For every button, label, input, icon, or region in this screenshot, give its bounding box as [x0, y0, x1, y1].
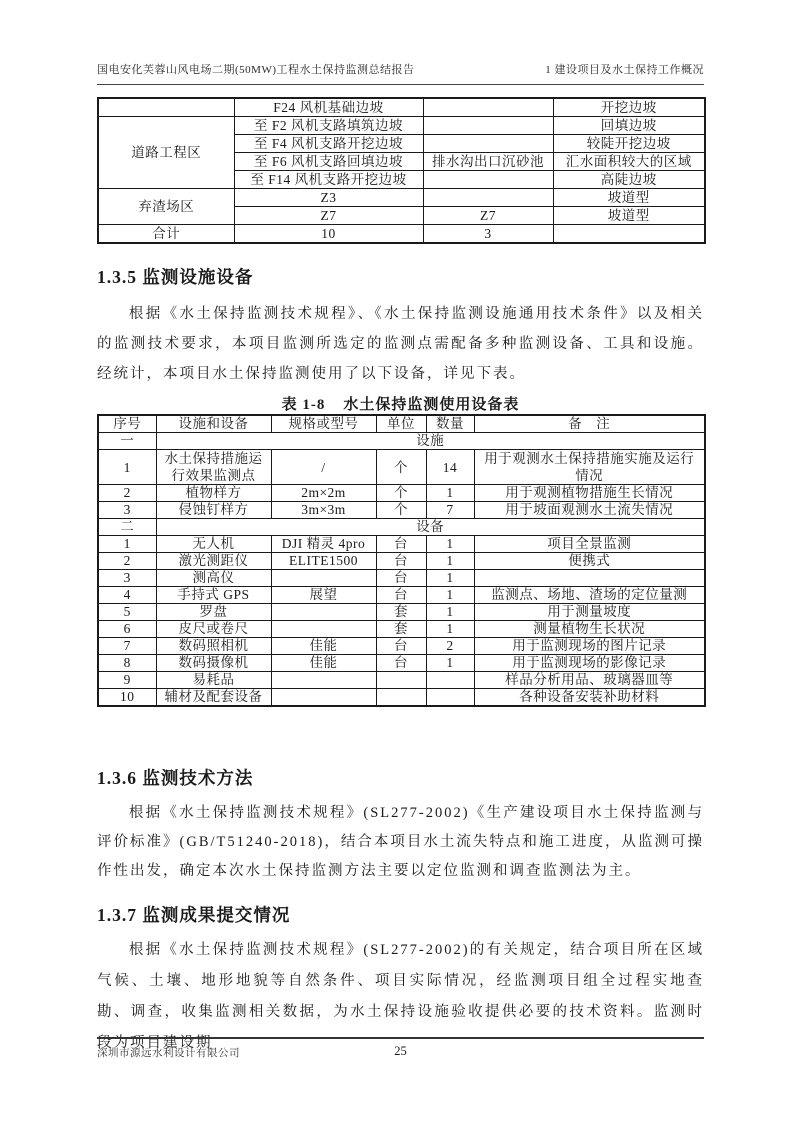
cell-qty: 1 [426, 536, 474, 553]
table-header-row [98, 415, 705, 433]
cell-unit: 个 [376, 450, 426, 485]
cell-qty [426, 672, 474, 689]
cell-facility [423, 189, 553, 207]
cell-section-label: 设施 [156, 433, 705, 450]
col-header-note: 备 注 [474, 415, 705, 433]
section-title-1-3-5: 1.3.5 监测设施设备 [97, 267, 254, 287]
table-row [98, 502, 705, 519]
table-row [98, 604, 705, 621]
cell-unit: 台 [376, 638, 426, 655]
table-row [98, 689, 705, 707]
table-row [98, 98, 705, 117]
cell-note: 各种设备安装补助材料 [474, 689, 705, 707]
cell-total-label: 合计 [98, 225, 234, 244]
section-row-facilities [98, 433, 705, 450]
table-row [98, 587, 705, 604]
cell-qty: 1 [426, 655, 474, 672]
cell-total-facilities: 3 [423, 225, 553, 244]
cell-name: 激光测距仪 [156, 553, 271, 570]
cell-unit: 台 [376, 553, 426, 570]
page-footer [97, 1037, 704, 1065]
cell-no: 10 [98, 689, 156, 707]
col-header-qty: 数量 [426, 415, 474, 433]
cell-section-no: 二 [98, 519, 156, 536]
cell-section-label: 设备 [156, 519, 705, 536]
footer-company-name: 深圳市源远水利设计有限公司 [97, 1048, 240, 1059]
cell-facility: Z7 [423, 207, 553, 225]
header-report-title: 国电安化芙蓉山风电场二期(50MW)工程水土保持监测总结报告 [97, 64, 415, 76]
cell-unit: 台 [376, 655, 426, 672]
cell-type: 坡道型 [553, 207, 705, 225]
cell-spec: 佳能 [271, 638, 376, 655]
cell-spec [271, 570, 376, 587]
cell-no: 1 [98, 536, 156, 553]
footer-page-number: 25 [394, 1044, 407, 1058]
cell-facility: 排水沟出口沉砂池 [423, 153, 553, 171]
cell-unit: 套 [376, 621, 426, 638]
cell-name: 罗盘 [156, 604, 271, 621]
cell-note: 用于监测现场的图片记录 [474, 638, 705, 655]
cell-name: 无人机 [156, 536, 271, 553]
cell-name: 水土保持措施运行效果监测点 [156, 450, 271, 485]
cell-note: 样品分析用品、玻璃器皿等 [474, 672, 705, 689]
table-row [98, 536, 705, 553]
cell-unit: 个 [376, 502, 426, 519]
cell-spec: 3m×3m [271, 502, 376, 519]
cell-spec: 2m×2m [271, 485, 376, 502]
cell-zone-spoil: 弃渣场区 [98, 189, 234, 225]
col-header-name: 设施和设备 [156, 415, 271, 433]
table-row [98, 570, 705, 587]
col-header-no: 序号 [98, 415, 156, 433]
table-row [98, 638, 705, 655]
table-row [98, 655, 705, 672]
cell-note: 用于观测植物措施生长情况 [474, 485, 705, 502]
table-row [98, 553, 705, 570]
table-row-total [98, 225, 705, 244]
cell-spec [271, 604, 376, 621]
cell-qty: 7 [426, 502, 474, 519]
cell-name: 数码照相机 [156, 638, 271, 655]
table-row [98, 485, 705, 502]
section-title-1-3-6: 1.3.6 监测技术方法 [97, 768, 254, 788]
cell-spec [271, 689, 376, 707]
cell-qty [426, 689, 474, 707]
table-row [98, 450, 705, 485]
cell-type: 较陡开挖边坡 [553, 135, 705, 153]
table-1-8-caption [97, 393, 704, 414]
cell-no: 7 [98, 638, 156, 655]
cell-no: 6 [98, 621, 156, 638]
cell-type: 高陡边坡 [553, 171, 705, 189]
cell-no: 8 [98, 655, 156, 672]
cell-note: 用于监测现场的影像记录 [474, 655, 705, 672]
cell-zone-empty [98, 98, 234, 117]
cell-name: 手持式 GPS [156, 587, 271, 604]
cell-type: 回填边坡 [553, 117, 705, 135]
cell-unit [376, 672, 426, 689]
cell-note [474, 570, 705, 587]
paragraph-1-3-6: 根据《水土保持监测技术规程》(SL277-2002)《生产建设项目水土保持监测与评价标准》(GB/T51240-2018)，结合本项目水土流失特点和施工进度，从监测可操作性出发，确定本次水土保持监测方法主要以定位监测和调查监测法为主。 [97, 805, 704, 879]
col-header-unit: 单位 [376, 415, 426, 433]
cell-facility [423, 117, 553, 135]
cell-point: 至 F4 风机支路开挖边坡 [234, 135, 423, 153]
cell-unit [376, 689, 426, 707]
cell-no: 3 [98, 502, 156, 519]
cell-qty: 1 [426, 587, 474, 604]
cell-no: 2 [98, 485, 156, 502]
table-row [98, 189, 705, 207]
header-chapter-title: 1 建设项目及水土保持工作概况 [545, 64, 704, 76]
cell-no: 4 [98, 587, 156, 604]
cell-facility [423, 135, 553, 153]
cell-qty: 1 [426, 604, 474, 621]
page-header [97, 55, 704, 85]
cell-note: 便携式 [474, 553, 705, 570]
cell-type: 汇水面积较大的区域 [553, 153, 705, 171]
cell-qty: 2 [426, 638, 474, 655]
cell-no: 2 [98, 553, 156, 570]
cell-spec: / [271, 450, 376, 485]
cell-no: 3 [98, 570, 156, 587]
cell-no: 5 [98, 604, 156, 621]
equipment-table [97, 414, 706, 707]
cell-unit: 台 [376, 536, 426, 553]
table-caption-title: 水土保持监测使用设备表 [343, 397, 520, 413]
cell-unit: 套 [376, 604, 426, 621]
paragraph-1-3-7: 根据《水土保持监测技术规程》(SL277-2002)的有关规定，结合项目所在区域气候、土壤、地形地貌等自然条件、项目实际情况，经监测项目组全过程实地查勘、调查，收集监测相关数据，为水土保持设施验收提供必要的技术资料。监测时段为项目建设期 [97, 942, 704, 1051]
cell-qty: 1 [426, 485, 474, 502]
table-caption-number: 表 1-8 [281, 397, 326, 413]
cell-point: 至 F2 风机支路填筑边坡 [234, 117, 423, 135]
cell-note: 用于观测水土保持措施实施及运行情况 [474, 450, 705, 485]
cell-spec: DJI 精灵 4pro [271, 536, 376, 553]
monitoring-points-table [97, 97, 706, 244]
cell-name: 数码摄像机 [156, 655, 271, 672]
col-header-spec: 规格或型号 [271, 415, 376, 433]
cell-spec: ELITE1500 [271, 553, 376, 570]
cell-no: 1 [98, 450, 156, 485]
cell-qty: 1 [426, 553, 474, 570]
cell-spec [271, 621, 376, 638]
cell-type: 开挖边坡 [553, 98, 705, 117]
cell-name: 植物样方 [156, 485, 271, 502]
table-row [98, 672, 705, 689]
cell-type: 坡道型 [553, 189, 705, 207]
cell-point: Z3 [234, 189, 423, 207]
cell-qty: 1 [426, 570, 474, 587]
table-row [98, 621, 705, 638]
cell-name: 易耗品 [156, 672, 271, 689]
cell-qty: 14 [426, 450, 474, 485]
cell-no: 9 [98, 672, 156, 689]
cell-note: 项目全景监测 [474, 536, 705, 553]
section-title-1-3-7: 1.3.7 监测成果提交情况 [97, 905, 291, 925]
cell-zone-road: 道路工程区 [98, 117, 234, 189]
cell-spec [271, 672, 376, 689]
paragraph-1-3-5: 根据《水土保持监测技术规程》、《水土保持监测设施通用技术条件》以及相关的监测技术要求，本项目监测所选定的监测点需配备多种监测设备、工具和设施。经统计，本项目水土保持监测使用了以下设备，详见下表。 [97, 306, 704, 382]
cell-unit: 台 [376, 570, 426, 587]
section-row-equipment [98, 519, 705, 536]
cell-note: 用于测量坡度 [474, 604, 705, 621]
cell-name: 皮尺或卷尺 [156, 621, 271, 638]
cell-spec: 展望 [271, 587, 376, 604]
cell-section-no: 一 [98, 433, 156, 450]
cell-point: Z7 [234, 207, 423, 225]
cell-note: 测量植物生长状况 [474, 621, 705, 638]
cell-name: 测高仪 [156, 570, 271, 587]
cell-point: 至 F14 风机支路开挖边坡 [234, 171, 423, 189]
cell-total-points: 10 [234, 225, 423, 244]
cell-qty: 1 [426, 621, 474, 638]
cell-note: 用于坡面观测水土流失情况 [474, 502, 705, 519]
cell-name: 辅材及配套设备 [156, 689, 271, 707]
table-row [98, 117, 705, 135]
cell-type [553, 225, 705, 244]
cell-facility [423, 171, 553, 189]
cell-point: 至 F6 风机支路回填边坡 [234, 153, 423, 171]
cell-spec: 佳能 [271, 655, 376, 672]
cell-facility [423, 98, 553, 117]
cell-unit: 个 [376, 485, 426, 502]
cell-point: F24 风机基础边坡 [234, 98, 423, 117]
cell-unit: 台 [376, 587, 426, 604]
cell-name: 侵蚀钉样方 [156, 502, 271, 519]
cell-note: 监测点、场地、渣场的定位量测 [474, 587, 705, 604]
